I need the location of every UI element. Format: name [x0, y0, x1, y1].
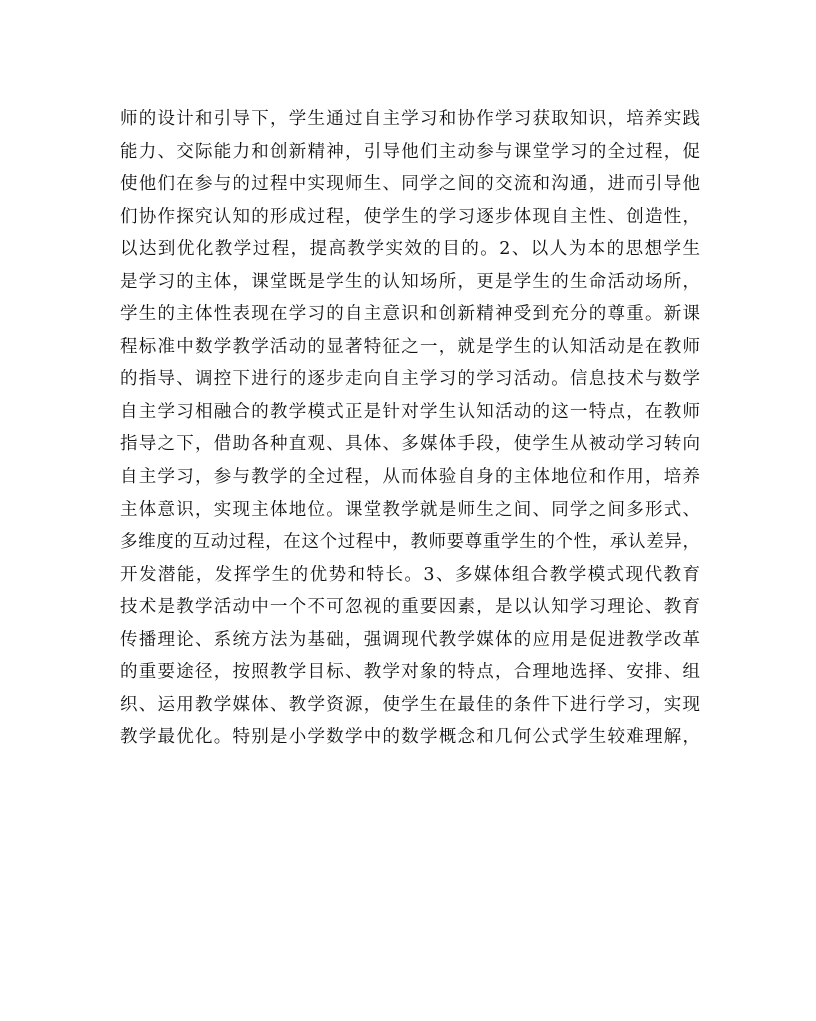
- text-line: 多维度的互动过程，在这个过程中，教师要尊重学生的个性，承认差异，: [120, 532, 700, 553]
- text-line: 主体意识，实现主体地位。课堂教学就是师生之间、同学之间多形式、: [120, 499, 700, 520]
- text-line: 以达到优化教学过程，提高教学实效的目的。2、以人为本的思想学生: [120, 239, 700, 260]
- text-line: 开发潜能，发挥学生的优势和特长。3、多媒体组合教学模式现代教育: [120, 564, 700, 585]
- text-line: 自主学习，参与教学的全过程，从而体验自身的主体地位和作用，培养: [120, 467, 700, 488]
- body-text: [120, 103, 700, 754]
- text-line: 学生的主体性表现在学习的自主意识和创新精神受到充分的尊重。新课: [120, 304, 700, 325]
- text-line: 程标准中数学教学活动的显著特征之一，就是学生的认知活动是在教师: [120, 336, 700, 357]
- text-line: 指导之下，借助各种直观、具体、多媒体手段，使学生从被动学习转向: [120, 434, 700, 455]
- text-line: 们协作探究认知的形成过程，使学生的学习逐步体现自主性、创造性，: [120, 206, 700, 227]
- text-line: 的重要途径，按照教学目标、教学对象的特点，合理地选择、安排、组: [120, 662, 700, 683]
- text-line: 的指导、调控下进行的逐步走向自主学习的学习活动。信息技术与数学: [120, 369, 700, 390]
- text-line: 自主学习相融合的教学模式正是针对学生认知活动的这一特点，在教师: [120, 401, 700, 422]
- text-line: 师的设计和引导下，学生通过自主学习和协作学习获取知识，培养实践: [120, 109, 700, 129]
- text-line: 教学最优化。特别是小学数学中的数学概念和几何公式学生较难理解，: [120, 727, 700, 748]
- text-line: 是学习的主体，课堂既是学生的认知场所，更是学生的生命活动场所，: [120, 271, 700, 292]
- text-line: 传播理论、系统方法为基础，强调现代教学媒体的应用是促进教学改革: [120, 629, 700, 650]
- text-line: 能力、交际能力和创新精神，引导他们主动参与课堂学习的全过程，促: [120, 141, 700, 162]
- text-line: 技术是教学活动中一个不可忽视的重要因素，是以认知学习理论、教育: [120, 597, 700, 618]
- text-line: 使他们在参与的过程中实现师生、同学之间的交流和沟通，进而引导他: [120, 174, 700, 195]
- text-line: 织、运用教学媒体、教学资源，使学生在最佳的条件下进行学习，实现: [120, 694, 700, 715]
